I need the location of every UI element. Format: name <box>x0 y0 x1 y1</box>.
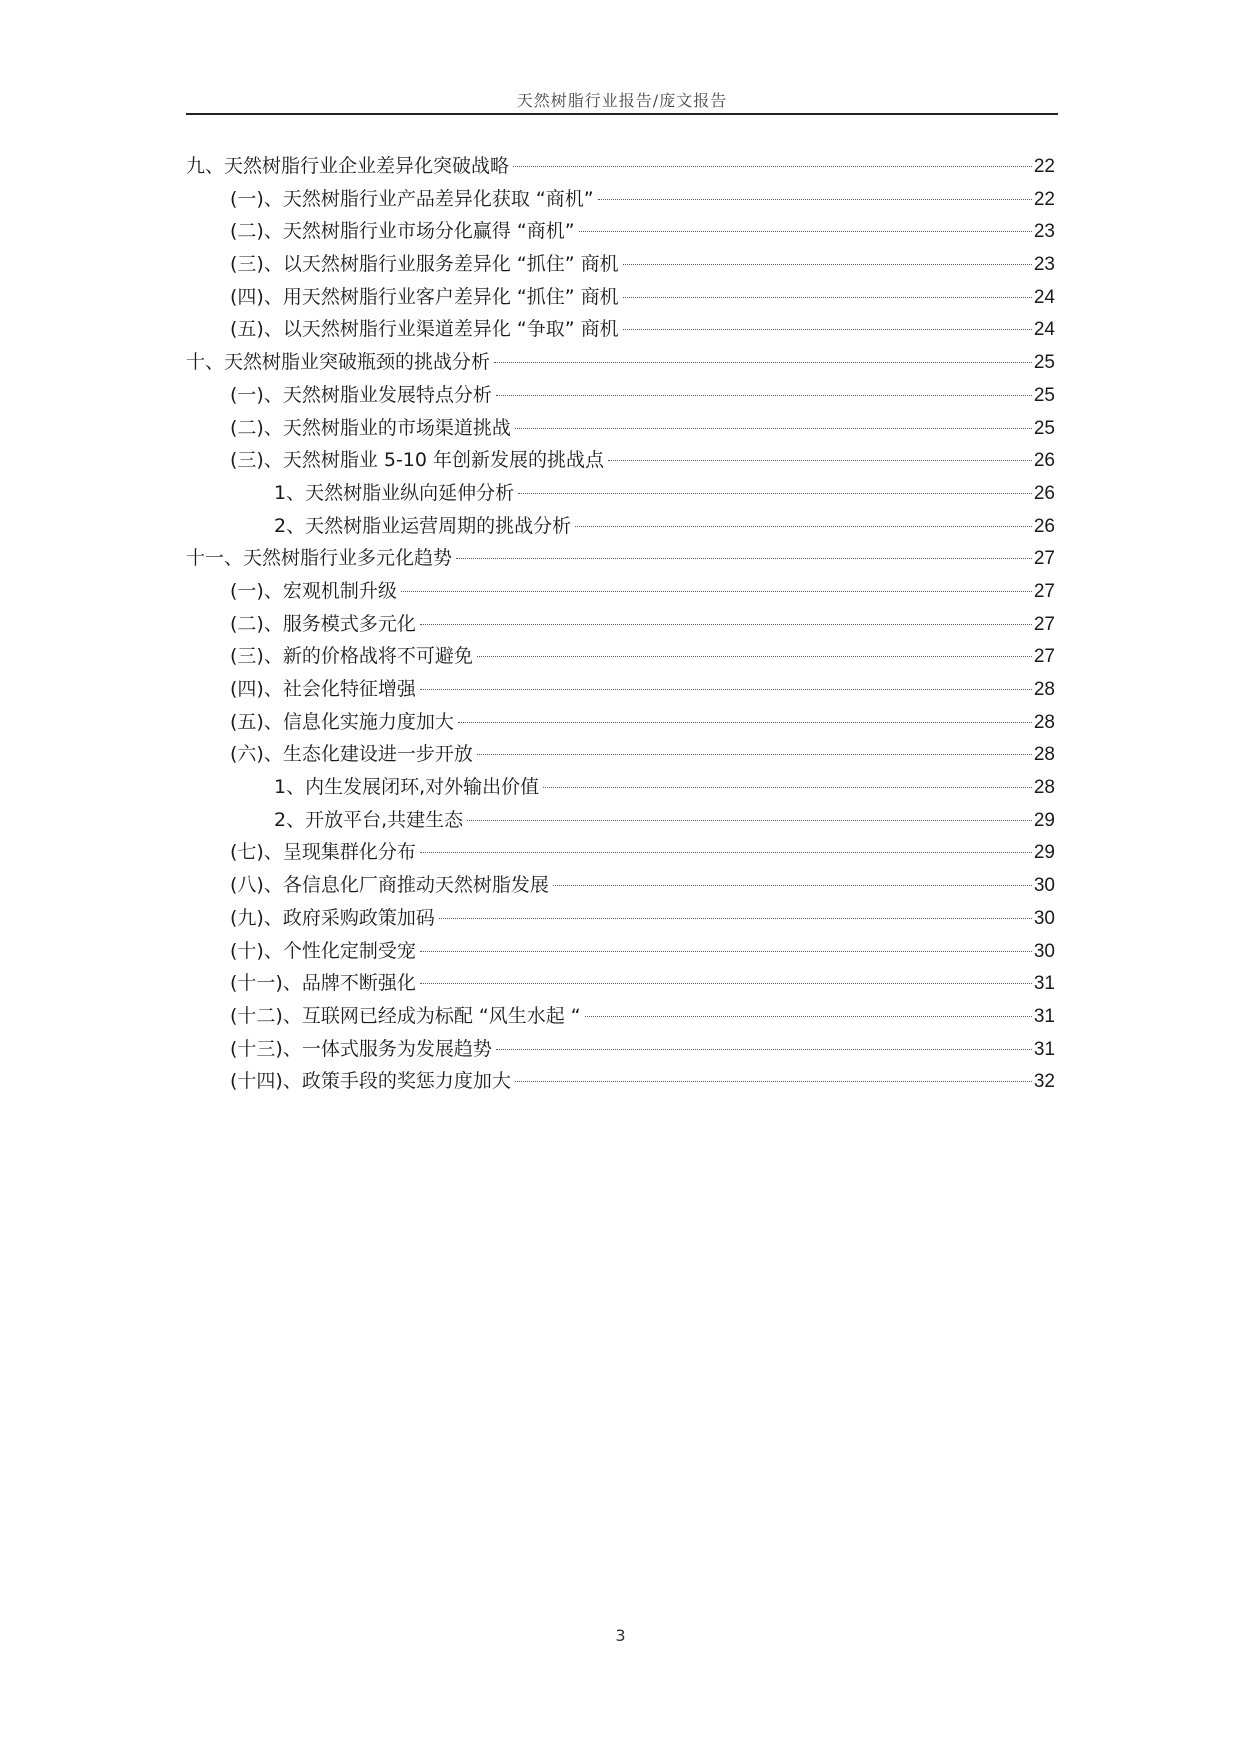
toc-entry-page: 30 <box>1033 940 1055 962</box>
toc-leader-dots <box>575 526 1032 527</box>
toc-entry-page: 29 <box>1033 809 1055 831</box>
toc-entry[interactable] <box>186 706 1055 739</box>
toc-entry-page: 28 <box>1033 744 1055 766</box>
toc-entry[interactable] <box>186 771 1055 804</box>
toc-entry-page: 23 <box>1033 221 1055 243</box>
toc-entry-label: (三)、天然树脂业 5-10 年创新发展的挑战点 <box>230 449 605 472</box>
toc-entry-label: (十二)、互联网已经成为标配 “风生水起 “ <box>230 1004 581 1027</box>
toc-entry-label: (三)、新的价格战将不可避免 <box>230 645 473 668</box>
page-number: 3 <box>615 1626 626 1645</box>
toc-entry-label: (二)、天然树脂行业市场分化赢得 “商机” <box>230 220 575 243</box>
toc-entry-page: 32 <box>1033 1071 1055 1093</box>
toc-entry-label: 1、天然树脂业纵向延伸分析 <box>274 481 515 504</box>
toc-entry-label: (六)、生态化建设进一步开放 <box>230 743 473 766</box>
toc-entry-label: (九)、政府采购政策加码 <box>230 906 435 929</box>
toc-entry[interactable] <box>186 346 1055 379</box>
toc-entry-label: (十四)、政策手段的奖惩力度加大 <box>230 1070 511 1093</box>
toc-leader-dots <box>420 624 1032 625</box>
toc-entry[interactable] <box>186 412 1055 445</box>
toc-leader-dots <box>585 1016 1032 1017</box>
toc-entry[interactable] <box>186 902 1055 935</box>
toc-entry-label: 十、天然树脂业突破瓶颈的挑战分析 <box>186 351 491 374</box>
toc-entry-page: 22 <box>1033 188 1055 210</box>
toc-entry[interactable] <box>186 477 1055 510</box>
toc-entry[interactable] <box>186 836 1055 869</box>
toc-entry[interactable] <box>186 1000 1055 1033</box>
toc-entry-label: (五)、信息化实施力度加大 <box>230 710 454 733</box>
toc-entry-label: (一)、天然树脂行业产品差异化获取 “商机” <box>230 187 594 210</box>
toc-entry[interactable] <box>186 444 1055 477</box>
toc-entry[interactable] <box>186 215 1055 248</box>
toc-leader-dots <box>608 460 1032 461</box>
toc-entry-page: 23 <box>1033 254 1055 276</box>
toc-entry[interactable] <box>186 1065 1055 1098</box>
toc-leader-dots <box>458 722 1032 723</box>
toc-entry-page: 27 <box>1033 580 1055 602</box>
toc-entry[interactable] <box>186 248 1055 281</box>
toc-entry-page: 24 <box>1033 319 1055 341</box>
toc-leader-dots <box>420 983 1032 984</box>
toc-entry[interactable] <box>186 150 1055 183</box>
toc-entry[interactable] <box>186 673 1055 706</box>
toc-leader-dots <box>579 231 1032 232</box>
toc-entry[interactable] <box>186 1033 1055 1066</box>
toc-entry[interactable] <box>186 967 1055 1000</box>
toc-leader-dots <box>401 591 1032 592</box>
running-header: 天然树脂行业报告/庞文报告 <box>516 91 728 110</box>
toc-leader-dots <box>543 787 1032 788</box>
toc-leader-dots <box>496 1049 1032 1050</box>
toc-entry-label: (一)、宏观机制升级 <box>230 579 397 602</box>
toc-entry-label: (十一)、品牌不断强化 <box>230 972 416 995</box>
toc-entry[interactable] <box>186 575 1055 608</box>
header-divider <box>186 113 1058 115</box>
toc-entry-page: 28 <box>1033 711 1055 733</box>
toc-entry[interactable] <box>186 640 1055 673</box>
toc-entry-page: 28 <box>1033 679 1055 700</box>
toc-entry-label: (十)、个性化定制受宠 <box>230 939 416 962</box>
toc-entry-page: 25 <box>1033 417 1055 439</box>
toc-entry[interactable] <box>186 542 1055 575</box>
toc-leader-dots <box>456 558 1032 559</box>
toc-entry-label: 九、天然树脂行业企业差异化突破战略 <box>186 155 510 177</box>
toc-leader-dots <box>494 362 1032 363</box>
toc-entry-label: 2、开放平台,共建生态 <box>274 808 464 831</box>
toc-entry-page: 24 <box>1033 286 1055 308</box>
toc-entry-label: (一)、天然树脂业发展特点分析 <box>230 383 492 406</box>
toc-entry-page: 31 <box>1033 1005 1055 1027</box>
toc-leader-dots <box>467 820 1032 821</box>
toc-entry-page: 26 <box>1033 450 1055 472</box>
toc-entry[interactable] <box>186 804 1055 837</box>
toc-entry-page: 25 <box>1033 384 1055 406</box>
toc-entry-label: (二)、服务模式多元化 <box>230 612 416 635</box>
toc-entry[interactable] <box>186 738 1055 771</box>
toc-entry-page: 26 <box>1033 515 1055 537</box>
toc-leader-dots <box>553 885 1032 886</box>
toc-entry-page: 31 <box>1033 973 1055 995</box>
toc-entry[interactable] <box>186 510 1055 543</box>
toc-entry-page: 28 <box>1033 777 1055 799</box>
toc-entry[interactable] <box>186 935 1055 968</box>
toc-entry-page: 26 <box>1033 482 1055 504</box>
toc-entry[interactable] <box>186 869 1055 902</box>
toc-entry-page: 27 <box>1033 548 1055 570</box>
toc-leader-dots <box>518 493 1032 494</box>
toc-leader-dots <box>477 656 1032 657</box>
toc-leader-dots <box>420 951 1032 952</box>
toc-leader-dots <box>420 689 1032 690</box>
toc-entry-label: 十一、天然树脂行业多元化趋势 <box>186 547 453 570</box>
toc-entry-page: 27 <box>1033 646 1055 668</box>
toc-leader-dots <box>623 329 1032 330</box>
toc-entry-label: (四)、社会化特征增强 <box>230 678 416 700</box>
toc-entry-label: 2、天然树脂业运营周期的挑战分析 <box>274 514 572 537</box>
toc-leader-dots <box>598 199 1032 200</box>
toc-entry-page: 25 <box>1033 352 1055 374</box>
toc-entry[interactable] <box>186 608 1055 641</box>
toc-leader-dots <box>420 852 1032 853</box>
toc-leader-dots <box>515 428 1032 429</box>
toc-entry-label: 1、内生发展闭环,对外输出价值 <box>274 776 540 799</box>
toc-leader-dots <box>439 918 1032 919</box>
toc-entry-page: 27 <box>1033 613 1055 635</box>
toc-leader-dots <box>477 754 1032 755</box>
toc-entry[interactable] <box>186 183 1055 216</box>
toc-leader-dots <box>496 395 1032 396</box>
toc-entry[interactable] <box>186 379 1055 412</box>
toc-leader-dots <box>513 166 1032 167</box>
toc-entry-label: (十三)、一体式服务为发展趋势 <box>230 1037 492 1060</box>
toc-entry-page: 31 <box>1033 1038 1055 1060</box>
toc-entry-label: (八)、各信息化厂商推动天然树脂发展 <box>230 874 549 897</box>
toc-entry-label: (五)、以天然树脂行业渠道差异化 “争取” 商机 <box>230 318 619 341</box>
toc-entry-label: (四)、用天然树脂行业客户差异化 “抓住” 商机 <box>230 285 619 308</box>
toc-entry-page: 30 <box>1033 875 1055 897</box>
toc-entry-label: (三)、以天然树脂行业服务差异化 “抓住” 商机 <box>230 253 619 276</box>
toc-entry-page: 30 <box>1033 907 1055 929</box>
toc-leader-dots <box>515 1081 1032 1082</box>
toc-leader-dots <box>623 264 1032 265</box>
toc-entry-label: (二)、天然树脂业的市场渠道挑战 <box>230 416 511 439</box>
toc-entry[interactable] <box>186 313 1055 346</box>
toc-entry[interactable] <box>186 281 1055 314</box>
table-of-contents <box>186 150 1055 1098</box>
toc-entry-label: (七)、呈现集群化分布 <box>230 841 416 864</box>
toc-entry-page: 29 <box>1033 842 1055 864</box>
toc-leader-dots <box>623 297 1032 298</box>
toc-entry-page: 22 <box>1033 156 1055 177</box>
